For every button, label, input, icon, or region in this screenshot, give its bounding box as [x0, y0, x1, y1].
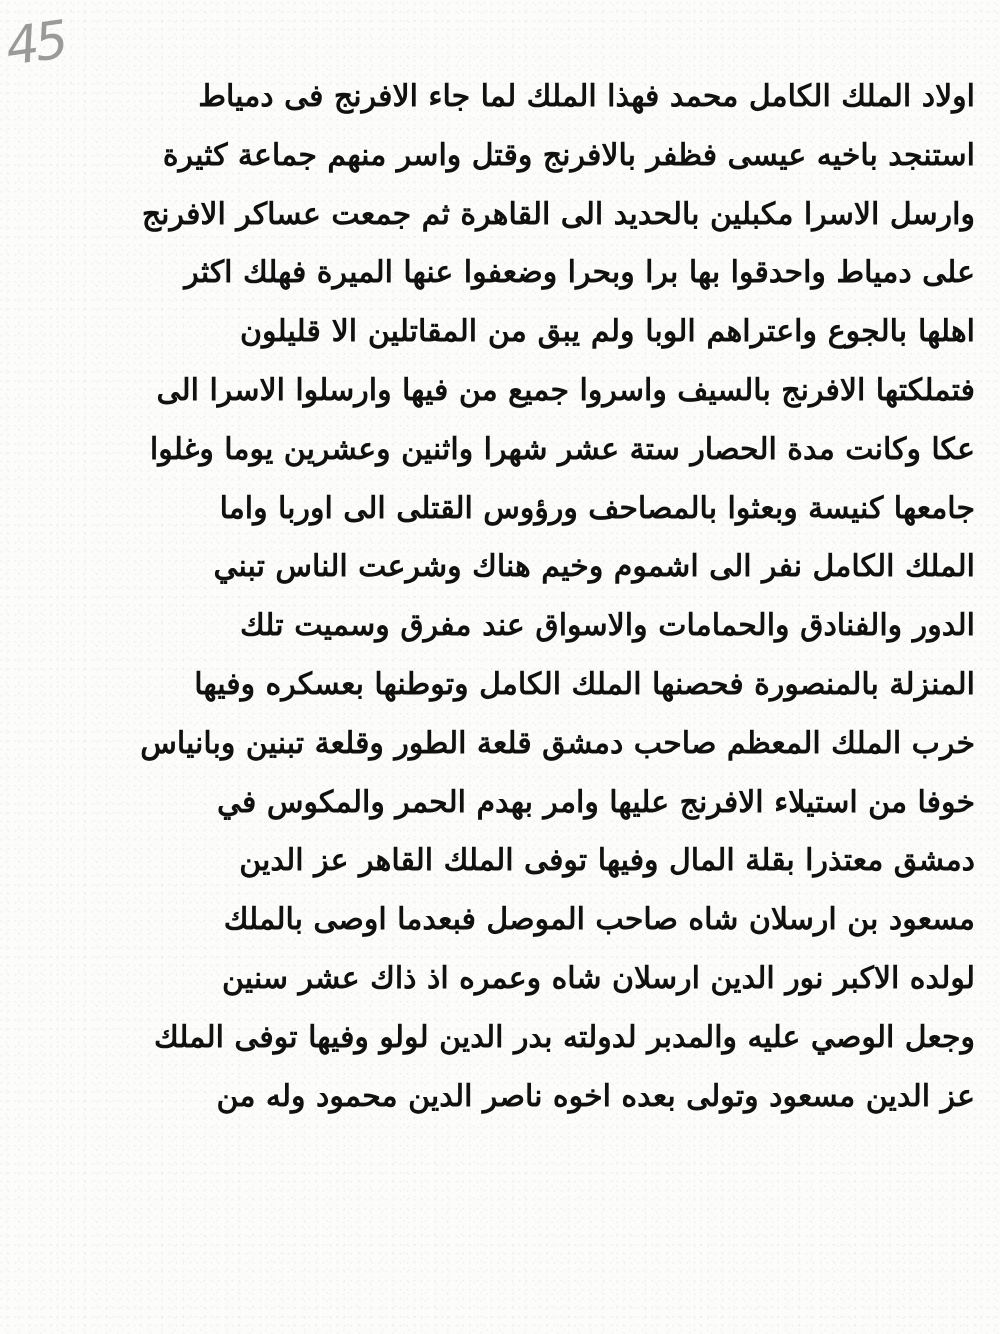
- text-line: عز الدين مسعود وتولى بعده اخوه ناصر الدين محمود وله من: [216, 1078, 975, 1114]
- text-line: وجعل الوصي عليه والمدبر لدولته بدر الدين لولو وفيها توفى الملك: [153, 1019, 975, 1055]
- text-line: دمشق معتذرا بقلة المال وفيها توفى الملك القاهر عز الدين: [239, 843, 975, 879]
- text-line: لولده الاكبر نور الدين ارسلان شاه وعمره اذ ذاك عشر سنين: [221, 960, 975, 996]
- text-line: المنزلة بالمنصورة فحصنها الملك الكامل وتوطنها بعسكره وفيها: [194, 666, 975, 702]
- manuscript-text-block: [140, 68, 975, 1126]
- text-line: الدور والفنادق والحمامات والاسواق عند مفرق وسميت تلك: [240, 608, 975, 644]
- folio-number: 45: [2, 10, 69, 78]
- text-line: الملك الكامل نفر الى اشموم وخيم هناك وشرعت الناس تبني: [213, 549, 975, 585]
- text-line: على دمياط واحدقوا بها برا وبحرا وضعفوا عنها الميرة فهلك اكثر: [184, 255, 975, 291]
- text-line: وارسل الاسرا مكبلين بالحديد الى القاهرة ثم جمعت عساكر الافرنج: [141, 196, 975, 232]
- text-line: مسعود بن ارسلان شاه صاحب الموصل فبعدما اوصى بالملك: [223, 902, 975, 938]
- text-line: عكا وكانت مدة الحصار ستة عشر شهرا واثنين وعشرين يوما وغلوا: [149, 431, 975, 467]
- text-line: خرب الملك المعظم صاحب دمشق قلعة الطور وقلعة تبنين وبانياس: [140, 725, 975, 761]
- text-line: اولاد الملك الكامل محمد فهذا الملك لما جاء الافرنج فى دمياط: [198, 79, 975, 114]
- text-line: فتملكتها الافرنج بالسيف واسروا جميع من فيها وارسلوا الاسرا الى: [156, 372, 975, 408]
- text-line: استنجد باخيه عيسى فظفر بالافرنج وقتل واسر منهم جماعة كثيرة: [162, 137, 975, 173]
- text-line: خوفا من استيلاء الافرنج عليها وامر بهدم الحمر والمكوس في: [217, 784, 975, 820]
- text-line: جامعها كنيسة وبعثوا بالمصاحف ورؤوس القتلى الى اوربا واما: [219, 490, 975, 526]
- text-line: اهلها بالجوع واعتراهم الوبا ولم يبق من المقاتلين الا قليلون: [240, 314, 975, 350]
